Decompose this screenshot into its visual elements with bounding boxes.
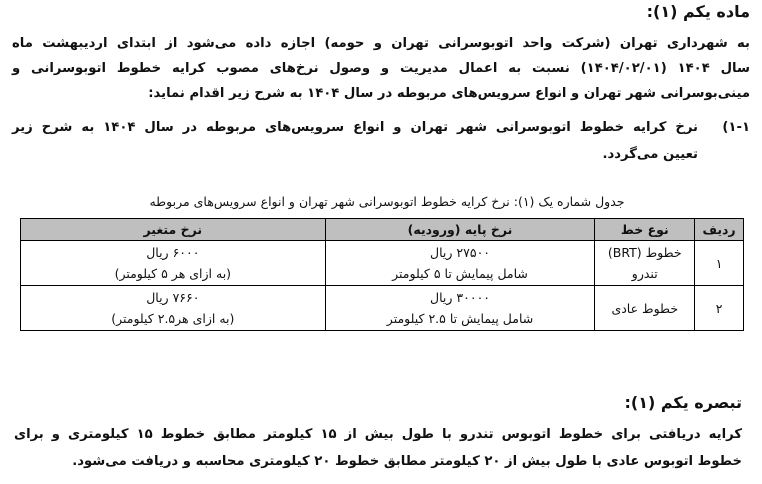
line-type-text: خطوط عادی: [611, 300, 679, 316]
header-row-number: ردیف: [695, 219, 744, 241]
variable-fare-condition: (به ازای هر ۵ کیلومتر): [114, 266, 232, 281]
row-number: ۱: [695, 241, 744, 286]
clause-line-2: تعیین می‌گردد.: [602, 147, 698, 162]
line-type-cell: [595, 241, 695, 286]
table-caption: جدول شماره یک (۱): نرخ کرایه خطوط اتوبوسرانی شهر تهران و انواع سرویس‌های مربوطه: [149, 194, 625, 209]
base-fare-cell: [325, 241, 595, 286]
intro-line-1: به شهرداری تهران (شرکت واحد اتوبوسرانی تهران و حومه) اجازه داده می‌شود از ابتدای اردیبهشت ماه: [12, 36, 750, 51]
header-base-fare: نرخ پایه (ورودیه): [325, 219, 595, 241]
table-row: [21, 286, 744, 331]
header-line-type: نوع خط: [595, 219, 695, 241]
table-row: [21, 241, 744, 286]
line-type-text: خطوط (BRT): [607, 245, 682, 260]
intro-line-2: سال ۱۴۰۴ (۱۴۰۴/۰۲/۰۱) نسبت به اعمال مدیریت و وصول نرخ‌های مصوب کرایه خطوط اتوبوسرانی و: [12, 61, 750, 76]
variable-fare-amount: ۷۶۶۰ ریال: [146, 290, 200, 305]
row-number: ۲: [695, 286, 744, 331]
variable-fare-cell: [21, 241, 326, 286]
variable-fare-cell: [21, 286, 326, 331]
clause-number: ۱-۱): [722, 120, 750, 135]
table-header-row: [21, 219, 744, 241]
header-variable-fare: نرخ متغیر: [21, 219, 326, 241]
clause-line-1: نرخ کرایه خطوط اتوبوسرانی شهر تهران و انواع سرویس‌های مربوطه در سال ۱۴۰۴ به شرح زیر: [12, 120, 698, 135]
intro-line-3: مینی‌بوسرانی شهر تهران و انواع سرویس‌های مربوطه در سال ۱۴۰۴ به شرح زیر اقدام نماید:: [148, 86, 750, 101]
base-fare-condition: شامل پیمایش تا ۵ کیلومتر: [392, 266, 528, 281]
variable-fare-condition: (به ازای هر۲.۵ کیلومتر): [111, 311, 235, 326]
fare-table: [20, 218, 744, 331]
note-title: تبصره یکم (۱):: [624, 393, 742, 412]
base-fare-amount: ۲۷۵۰۰ ریال: [430, 245, 490, 260]
variable-fare-amount: ۶۰۰۰ ریال: [146, 245, 200, 260]
base-fare-condition: شامل پیمایش تا ۲.۵ کیلومتر: [386, 311, 534, 326]
note-line-1: کرایه دریافتی برای خطوط اتوبوس تندرو با طول بیش از ۱۵ کیلومتر مطابق خطوط ۱۵ کیلومتری و برای: [14, 427, 743, 442]
line-type-subtext: تندرو: [631, 266, 658, 281]
line-type-cell: [595, 286, 695, 331]
article-title: ماده یکم (۱):: [646, 2, 750, 21]
base-fare-cell: [325, 286, 595, 331]
base-fare-amount: ۳۰۰۰۰ ریال: [430, 290, 490, 305]
note-line-2: خطوط اتوبوس عادی با طول بیش از ۲۰ کیلومتر مطابق خطوط ۲۰ کیلومتری محاسبه و دریافت می‌شود.: [72, 454, 742, 469]
